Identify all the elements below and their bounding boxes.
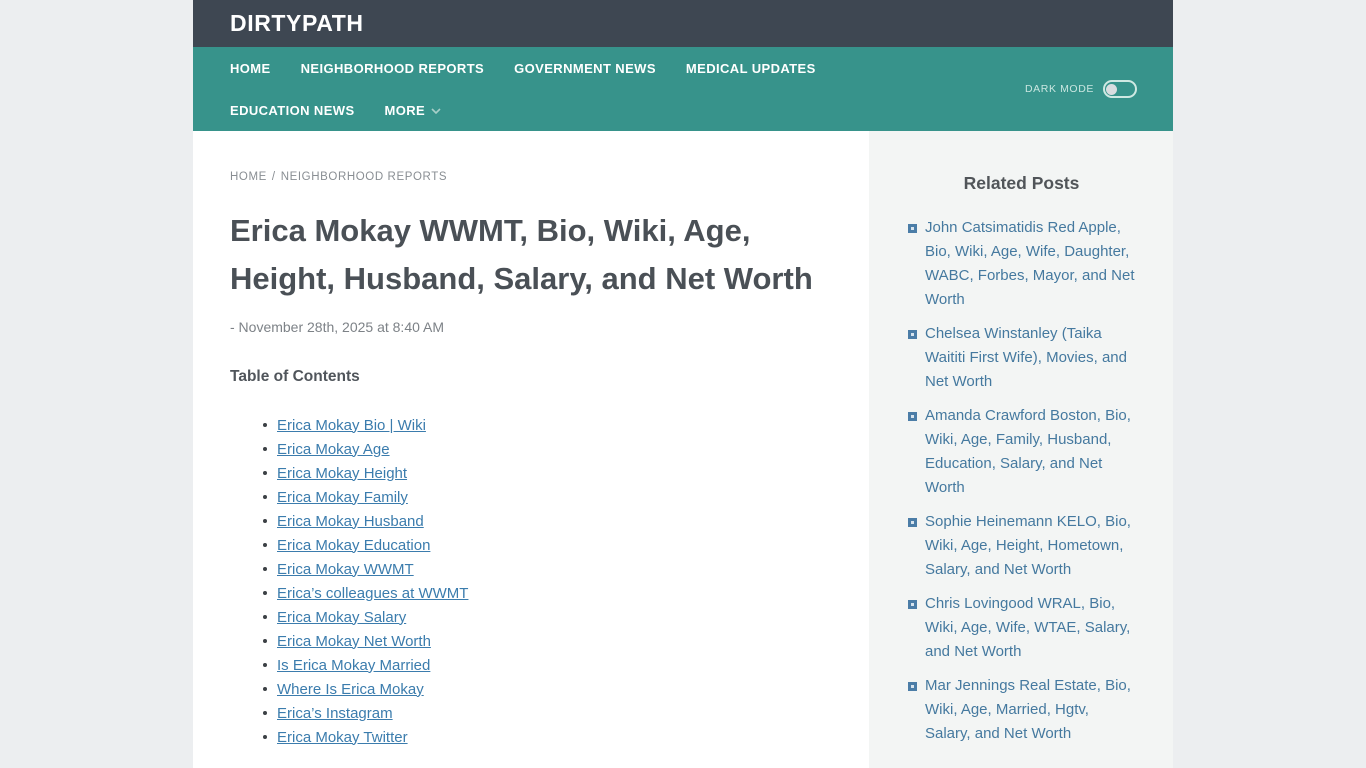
toc-link[interactable]: Erica Mokay Education	[277, 536, 431, 554]
related-post-link[interactable]: Amanda Crawford Boston, Bio, Wiki, Age, Family, Husband, Education, Salary, and Net Worth	[925, 407, 1131, 496]
breadcrumb-home-link[interactable]: HOME	[230, 171, 267, 183]
bullet-dot-icon	[263, 471, 267, 475]
bullet-dot-icon	[263, 639, 267, 643]
toc-item	[230, 509, 829, 533]
bullet-dot-icon	[263, 543, 267, 547]
article-date: - November 28th, 2025 at 8:40 AM	[230, 319, 445, 335]
toc-item	[230, 629, 829, 653]
toc-link[interactable]: Erica’s colleagues at WWMT	[277, 584, 469, 602]
related-post-item	[908, 322, 1135, 394]
toc-item	[230, 725, 829, 749]
toc-item	[230, 701, 829, 725]
bullet-dot-icon	[263, 711, 267, 715]
toc-link[interactable]: Erica Mokay Age	[277, 440, 390, 458]
related-posts-list	[908, 216, 1135, 746]
toc-item	[230, 605, 829, 629]
nav-item-more[interactable]	[385, 103, 442, 118]
toc-link[interactable]: Erica Mokay Family	[277, 488, 408, 506]
dark-mode-label: DARK MODE	[1025, 83, 1094, 95]
site-header	[193, 0, 1173, 47]
toc-item	[230, 653, 829, 677]
main-nav	[193, 47, 1173, 131]
table-of-contents	[230, 413, 829, 749]
page-container	[193, 0, 1173, 768]
related-posts-heading: Related Posts	[963, 173, 1080, 193]
bullet-dot-icon	[263, 423, 267, 427]
bullet-dot-icon	[263, 495, 267, 499]
related-post-link[interactable]: Mar Jennings Real Estate, Bio, Wiki, Age, Married, Hgtv, Salary, and Net Worth	[925, 677, 1131, 742]
nav-item[interactable]: MEDICAL UPDATES	[685, 60, 816, 76]
site-logo[interactable]: DIRTYPATH	[230, 10, 364, 36]
related-post-link[interactable]: Chris Lovingood WRAL, Bio, Wiki, Age, Wife, WTAE, Salary, and Net Worth	[925, 595, 1131, 660]
toc-item	[230, 413, 829, 437]
toc-link[interactable]: Erica Mokay Twitter	[277, 728, 408, 746]
square-bullet-icon	[908, 600, 917, 609]
square-bullet-icon	[908, 518, 917, 527]
dark-mode-toggle[interactable]	[1103, 80, 1137, 98]
toc-link[interactable]: Erica Mokay Height	[277, 464, 408, 482]
chevron-down-icon	[431, 108, 441, 114]
breadcrumb	[230, 171, 829, 183]
nav-item[interactable]: HOME	[230, 60, 271, 76]
toc-link[interactable]: Erica’s Instagram	[277, 704, 393, 722]
bullet-dot-icon	[263, 663, 267, 667]
toc-heading: Table of Contents	[230, 368, 360, 385]
toc-item	[230, 437, 829, 461]
bullet-dot-icon	[263, 519, 267, 523]
related-posts-sidebar	[869, 131, 1173, 768]
square-bullet-icon	[908, 330, 917, 339]
bullet-dot-icon	[263, 447, 267, 451]
square-bullet-icon	[908, 412, 917, 421]
toc-link[interactable]: Erica Mokay WWMT	[277, 560, 414, 578]
toc-link[interactable]: Erica Mokay Bio | Wiki	[277, 416, 426, 434]
toc-item	[230, 557, 829, 581]
breadcrumb-section-link[interactable]: NEIGHBORHOOD REPORTS	[280, 171, 448, 183]
related-post-item	[908, 216, 1135, 312]
related-post-item	[908, 510, 1135, 582]
article-main	[193, 131, 869, 768]
toc-item	[230, 533, 829, 557]
bullet-dot-icon	[263, 615, 267, 619]
toc-item	[230, 461, 829, 485]
toc-item	[230, 485, 829, 509]
toc-link[interactable]: Erica Mokay Husband	[277, 512, 424, 530]
toc-link[interactable]: Erica Mokay Net Worth	[277, 632, 431, 650]
dark-mode-control	[1025, 47, 1137, 131]
bullet-dot-icon	[263, 591, 267, 595]
toc-item	[230, 677, 829, 701]
breadcrumb-separator: /	[271, 171, 276, 183]
toc-link[interactable]: Where Is Erica Mokay	[277, 680, 424, 698]
bullet-dot-icon	[263, 687, 267, 691]
related-post-item	[908, 404, 1135, 500]
nav-item-education-news[interactable]: EDUCATION NEWS	[230, 102, 355, 118]
nav-item[interactable]: NEIGHBORHOOD REPORTS	[300, 60, 485, 76]
page-title: Erica Mokay WWMT, Bio, Wiki, Age, Height, Husband, Salary, and Net Worth	[230, 213, 813, 296]
related-post-link[interactable]: John Catsimatidis Red Apple, Bio, Wiki, Age, Wife, Daughter, WABC, Forbes, Mayor, and Net Worth	[925, 219, 1135, 308]
bullet-dot-icon	[263, 567, 267, 571]
square-bullet-icon	[908, 682, 917, 691]
related-post-item	[908, 674, 1135, 746]
square-bullet-icon	[908, 224, 917, 233]
nav-more-label: MORE	[384, 102, 426, 118]
related-post-link[interactable]: Chelsea Winstanley (Taika Waititi First Wife), Movies, and Net Worth	[925, 325, 1127, 390]
toc-link[interactable]: Is Erica Mokay Married	[277, 656, 431, 674]
nav-item[interactable]: GOVERNMENT NEWS	[514, 60, 656, 76]
toc-item	[230, 581, 829, 605]
bullet-dot-icon	[263, 735, 267, 739]
toc-link[interactable]: Erica Mokay Salary	[277, 608, 407, 626]
related-post-link[interactable]: Sophie Heinemann KELO, Bio, Wiki, Age, Height, Hometown, Salary, and Net Worth	[925, 513, 1131, 578]
toggle-knob-icon	[1106, 84, 1117, 95]
content-row	[193, 131, 1173, 768]
related-post-item	[908, 592, 1135, 664]
